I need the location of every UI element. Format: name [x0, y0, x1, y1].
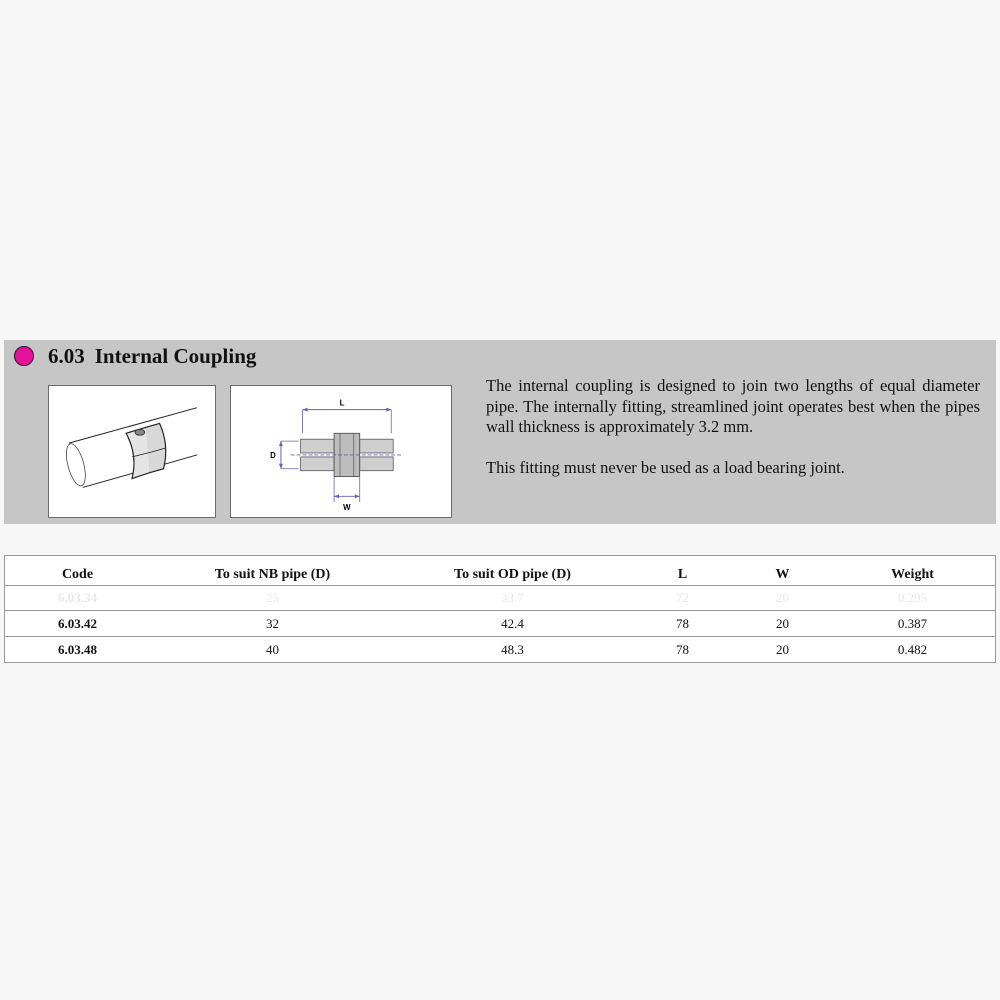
section-title-text: Internal Coupling: [94, 344, 257, 368]
diagram-label-W: W: [343, 503, 351, 513]
cell-l: 72: [630, 586, 735, 611]
cell-nb: 40: [266, 641, 279, 657]
section-title: [48, 344, 256, 369]
cell-weight: 0.387: [830, 611, 995, 637]
cell-od: 33.7: [395, 586, 630, 611]
section-bullet-icon: [14, 346, 34, 366]
product-section: [4, 340, 996, 524]
header-l: L: [630, 556, 735, 586]
header-weight: Weight: [830, 556, 995, 586]
coupling-sketch-icon: [49, 386, 215, 517]
specification-table: [4, 555, 996, 663]
header-od-pipe: To suit OD pipe (D): [395, 556, 630, 586]
cell-weight: 0.482: [897, 641, 928, 657]
cell-l: 78: [630, 611, 735, 637]
header-code: Code: [5, 556, 150, 586]
table-row: [5, 637, 995, 663]
product-description: [486, 376, 980, 498]
cell-od: 48.3: [501, 641, 524, 657]
cell-code: 6.03.34: [5, 586, 150, 611]
description-paragraph-1: The internal coupling is designed to join two lengths of equal diameter pipe. The internally fitting, streamlined joint operates best when the pipes wall thickness is approximately 3.2 mm.: [486, 376, 980, 436]
cell-w: 20: [735, 611, 830, 637]
cell-code: 6.03.48: [58, 641, 97, 657]
cell-w: 20: [735, 586, 830, 611]
cell-l: 78: [676, 641, 689, 657]
header-w: W: [735, 556, 830, 586]
table-row-faded: [5, 586, 995, 611]
table-header-row: [5, 556, 995, 586]
header-nb-pipe: To suit NB pipe (D): [150, 556, 395, 586]
coupling-photo: [48, 385, 216, 518]
table-row: [5, 611, 995, 637]
diagram-label-L: L: [339, 398, 345, 408]
cell-nb: 25: [150, 586, 395, 611]
cell-w: 20: [776, 641, 789, 657]
cell-nb: 32: [150, 611, 395, 637]
description-paragraph-2: This fitting must never be used as a load bearing joint.: [486, 457, 845, 477]
cell-od: 42.4: [395, 611, 630, 637]
coupling-dimension-diagram: [230, 385, 452, 518]
diagram-label-D: D: [270, 450, 276, 460]
cell-weight: 0.295: [830, 586, 995, 611]
cell-code: 6.03.42: [5, 611, 150, 637]
section-number: 6.03: [48, 344, 85, 368]
dimension-diagram-icon: [231, 386, 451, 517]
